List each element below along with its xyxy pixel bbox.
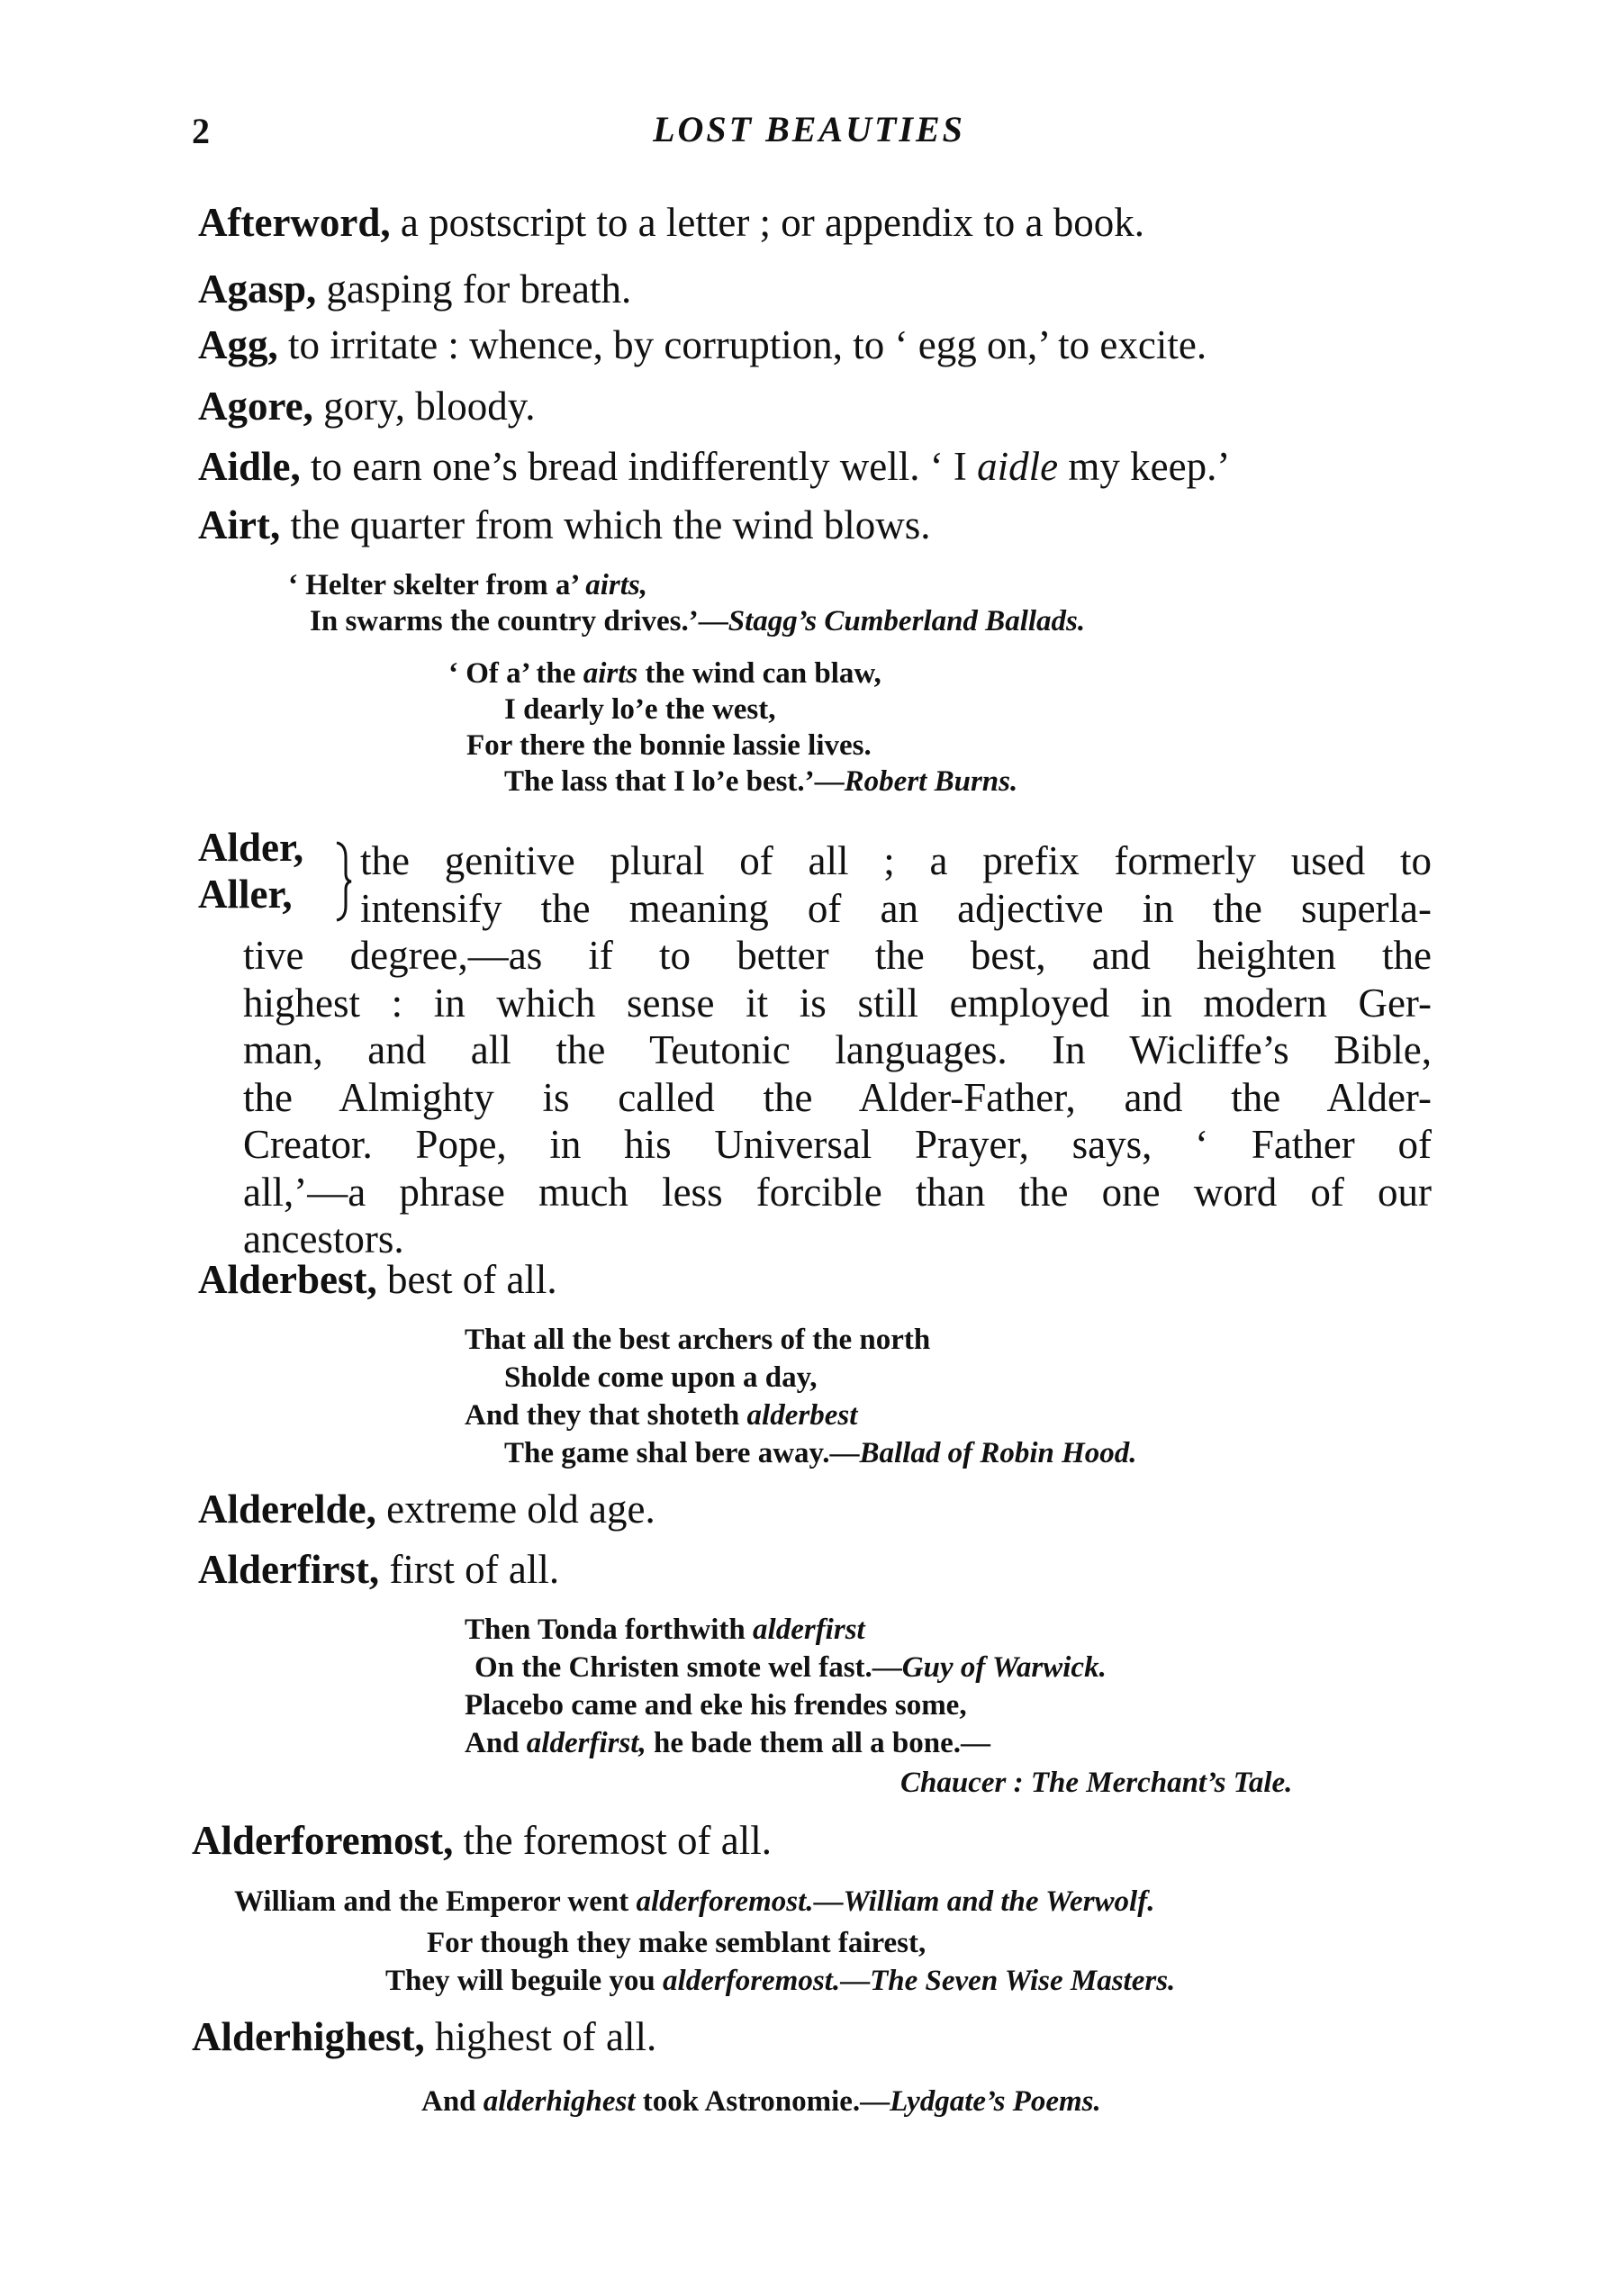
entry-alderhighest [192, 2013, 656, 2060]
definition: gory, bloody. [312, 384, 536, 429]
entry-alderforemost [192, 1817, 772, 1864]
definition: gasping for breath. [316, 267, 632, 312]
quote-line: For though they make semblant fairest, [427, 1927, 927, 1959]
quote-source: Lydgate’s Poems. [890, 2085, 1101, 2118]
headword: Afterword, [198, 200, 391, 245]
definition-end: my keep.’ [1058, 444, 1231, 489]
entry-aller-headword: Aller, [198, 872, 293, 917]
entry-aidle [198, 443, 1230, 490]
quote-line: For there the bonnie lassie lives. [466, 729, 872, 762]
headword: Alderelde, [198, 1487, 376, 1532]
headword: Alderfirst, [198, 1547, 380, 1592]
quote-line: ‘ Of a’ the airts the wind can blaw, [448, 657, 881, 690]
quote-source: Robert Burns. [844, 765, 1018, 798]
headword: Agore, [198, 384, 313, 429]
quote-line: They will beguile you alderforemost.—The Seven Wise Masters. [385, 1965, 1176, 1997]
quote-line: That all the best archers of the north [465, 1324, 931, 1356]
quote-line: William and the Emperor went alderforemost.—William and the Werwolf. [234, 1885, 1155, 1918]
headword: Agg, [198, 322, 278, 367]
quote-line: In swarms the country drives.’—Stagg’s Cumberland Ballads. [310, 605, 1086, 637]
definition: the quarter from which the wind blows. [280, 502, 931, 547]
quote-source: Guy of Warwick. [901, 1651, 1107, 1684]
definition: to irritate : whence, by corruption, to ‘ egg on,’ to excite. [277, 322, 1207, 367]
headword: Agasp, [198, 267, 317, 312]
definition: to earn one’s bread indifferently well. ‘ I [300, 444, 978, 489]
quote-source: The Seven Wise Masters. [870, 1965, 1176, 1997]
entry-agg [198, 321, 1207, 368]
quote-source: Chaucer : The Merchant’s Tale. [900, 1767, 1293, 1799]
headword: Alderhighest, [192, 2014, 425, 2059]
entry-airt [198, 502, 931, 548]
definition: best of all. [376, 1257, 557, 1302]
entry-agore [198, 383, 536, 429]
quote-line [900, 1765, 1292, 1801]
quote-line: The lass that I lo’e best.’—Robert Burns. [504, 765, 1018, 798]
quote-source: Stagg’s Cumberland Ballads. [728, 605, 1086, 637]
quote-line: Sholde come upon a day, [504, 1361, 818, 1394]
entry-alderfirst [198, 1546, 559, 1593]
quote-line: And alderhighest took Astronomie.—Lydgate’s Poems. [421, 2085, 1101, 2118]
entry-alder-definition: the genitive plural of all ; a prefix formerly used to intensify the meaning of an adjective in the superla- tive degree,—as if to better the best, and heighten the highest : in which sense it is still employed in modern Ger- man, and all the Teutonic languages. In Wicliffe’s Bible, the Almighty is called the Alder-Father, and the Alder- Creator. Pope, in his Universal Prayer, says, ‘ Father of all,’—a phrase much less forcible than the one word of our ancestors. [243, 838, 1432, 1261]
definition: highest of all. [424, 2014, 657, 2059]
page-number: 2 [192, 111, 210, 151]
definition: a postscript to a letter ; or appendix to a book. [390, 200, 1144, 245]
quote-line: And they that shoteth alderbest [465, 1399, 858, 1432]
entry-alderelde [198, 1486, 655, 1532]
quote-line: And alderfirst, he bade them all a bone.— [465, 1727, 990, 1759]
quote-source: William and the Werwolf. [843, 1885, 1155, 1918]
quote-line: Then Tonda forthwith alderfirst [465, 1614, 865, 1646]
definition: the foremost of all. [453, 1818, 772, 1863]
quote-line: I dearly lo’e the west, [504, 693, 776, 726]
headword: Airt, [198, 502, 281, 547]
headword: Alderbest, [198, 1257, 377, 1302]
entry-alderbest [198, 1256, 557, 1303]
quote-line: The game shal bere away.—Ballad of Robin Hood. [504, 1437, 1137, 1469]
quote-source: Ballad of Robin Hood. [859, 1437, 1137, 1469]
running-title: LOST BEAUTIES [653, 109, 965, 149]
entry-afterword [198, 199, 1144, 246]
entry-agasp [198, 266, 631, 312]
quote-line: On the Christen smote wel fast.—Guy of Warwick. [475, 1651, 1107, 1684]
italic-term: aidle [977, 444, 1059, 489]
headword: Aidle, [198, 444, 301, 489]
quote-line: ‘ Helter skelter from a’ airts, [288, 569, 647, 601]
definition: first of all. [379, 1547, 560, 1592]
quote-line: Placebo came and eke his frendes some, [465, 1689, 967, 1722]
headword: Alderforemost, [192, 1818, 454, 1863]
definition: extreme old age. [375, 1487, 655, 1532]
entry-alder-headword: Alder, [198, 825, 304, 870]
